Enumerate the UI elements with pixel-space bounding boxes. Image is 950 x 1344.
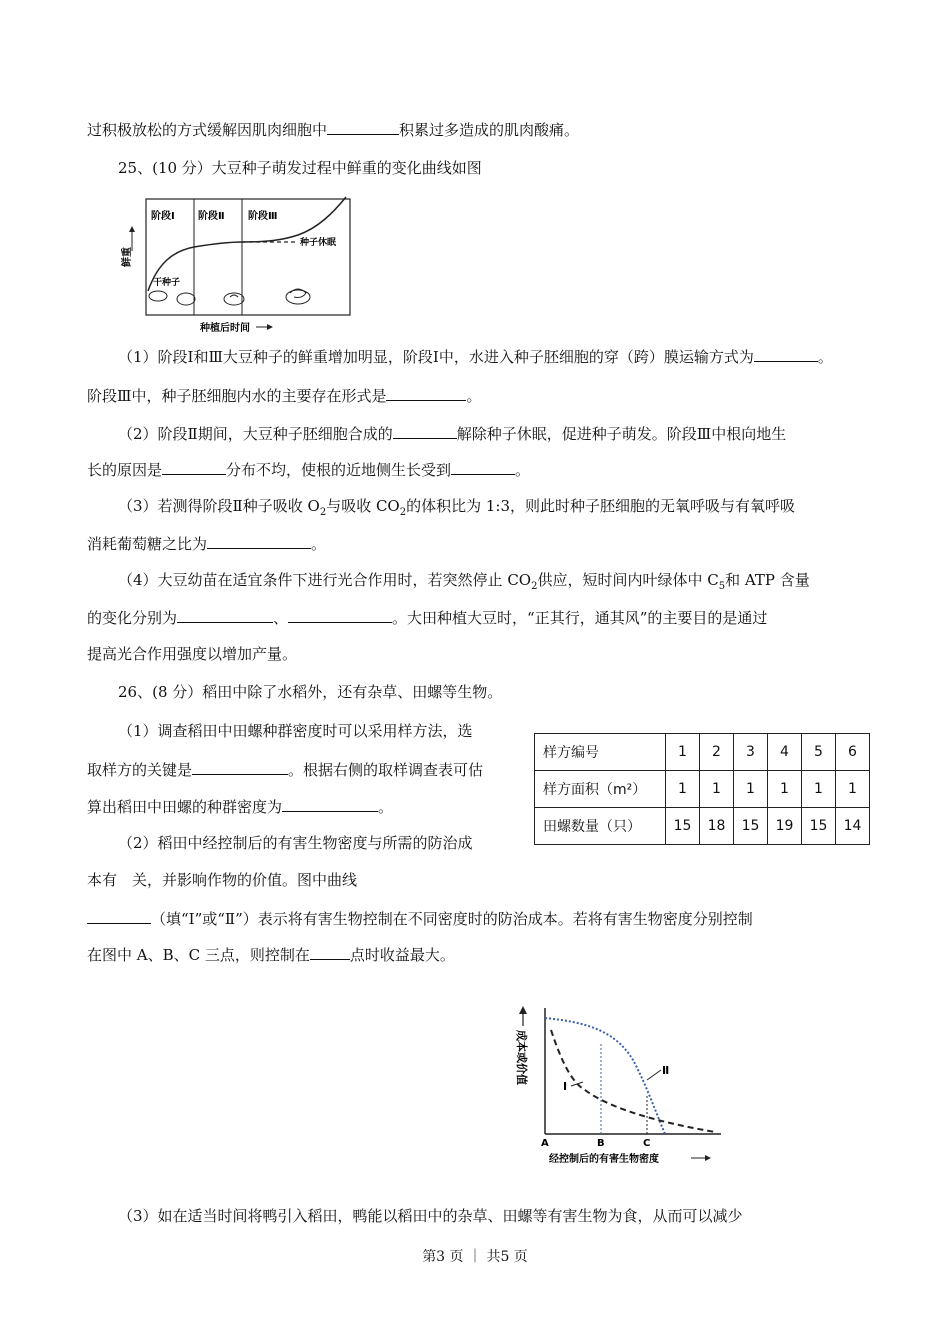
seed-icon [149, 291, 167, 301]
text-line: （1）阶段Ⅰ和Ⅲ大豆种子的鲜重增加明显，阶段Ⅰ中，水进入种子胚细胞的穿（跨）膜运输方式为 。 [118, 348, 833, 366]
curve-I-leader [571, 1082, 583, 1086]
point-b-label: B [597, 1138, 605, 1149]
question-25-title: 25、(10 分）大豆种子萌发过程中鲜重的变化曲线如图 [118, 159, 482, 177]
table-cell: 1 [768, 771, 802, 808]
svg-text:经控制后的有害生物密度: 经控制后的有害生物密度 [549, 1154, 659, 1165]
answer-blank[interactable] [177, 607, 273, 623]
svg-text:鲜重: 鲜重 [122, 247, 133, 267]
text-line: 提高光合作用强度以增加产量。 [87, 645, 298, 663]
table-cell: 19 [768, 808, 802, 845]
stage-2-label: 阶段Ⅱ [198, 211, 225, 222]
svg-text:成本或价值: 成本或价值 [515, 1030, 528, 1085]
text-line: 算出稻田中田螺的种群密度为 。 [87, 798, 394, 816]
dry-seed-label: 干种子 [153, 278, 181, 288]
answer-blank[interactable] [207, 533, 311, 549]
text-line: （2）稻田中经控制后的有害生物密度与所需的防治成 [118, 834, 473, 852]
dormancy-label: 种子休眠 [300, 238, 337, 248]
answer-blank[interactable] [282, 796, 378, 812]
point-c-label: C [643, 1138, 651, 1149]
curve-II-leader [647, 1070, 661, 1080]
table-row [535, 808, 870, 845]
text-line: （4）大豆幼苗在适宜条件下进行光合作用时，若突然停止 $CO_2$供应，短时间内叶绿体中 $C_5$和 ATP 含量 [118, 571, 810, 592]
table-row [535, 734, 870, 771]
text-line: 阶段Ⅲ中，种子胚细胞内水的主要存在形式是 。 [87, 387, 482, 405]
text-line: 取样方的关键是 。根据右侧的取样调查表可估 [87, 761, 484, 779]
table-cell: 3 [734, 734, 768, 771]
table-cell: 15 [734, 808, 768, 845]
stage-3-label: 阶段Ⅲ [248, 211, 278, 222]
text-line: 消耗葡萄糖之比为 。 [87, 535, 327, 553]
table-cell: 1 [836, 771, 870, 808]
curve-I [551, 1030, 715, 1132]
text-line: 本有 关，并影响作物的价值。图中曲线 [87, 871, 358, 889]
svg-text:种植后时间: 种植后时间 [200, 323, 250, 334]
text-line: （1）调查稻田中田螺种群密度时可以采用样方法，选 [118, 722, 473, 740]
table-cell: 1 [666, 771, 700, 808]
table-cell: 15 [666, 808, 700, 845]
x-axis-label [199, 321, 273, 334]
table-cell: 1 [700, 771, 734, 808]
answer-blank[interactable] [87, 908, 151, 924]
table-cell: 15 [802, 808, 836, 845]
text-line: 的变化分别为 、 。大田种植大豆时，“正其行，通其风”的主要目的是通过 [87, 609, 768, 627]
text-line: （填“Ⅰ”或“Ⅱ”）表示将有害生物控制在不同密度时的防治成本。若将有害生物密度分别控制 [87, 908, 753, 929]
table-cell: 5 [802, 734, 836, 771]
stage-1-label: 阶段Ⅰ [151, 211, 175, 222]
table-row [535, 771, 870, 808]
row-header: 样方面积（m²） [535, 771, 666, 808]
answer-blank[interactable] [451, 459, 515, 475]
text-line: 过积极放松的方式缓解因肌肉细胞中 积累过多造成的肌肉酸痛。 [87, 121, 580, 139]
curve-I-label: Ⅰ [563, 1080, 568, 1093]
page-footer: 第3 页 ｜ 共5 页 [422, 1249, 528, 1265]
y-axis-label [515, 1006, 529, 1085]
table-cell: 6 [836, 734, 870, 771]
question-26-title: 26、(8 分）稻田中除了水稻外，还有杂草、田螺等生物。 [118, 683, 503, 701]
answer-blank[interactable] [192, 759, 288, 775]
pest-control-cost-figure [505, 1000, 730, 1168]
table-cell: 1 [734, 771, 768, 808]
sampling-table [534, 733, 870, 845]
table-cell: 4 [768, 734, 802, 771]
row-header: 样方编号 [535, 734, 666, 771]
text-line: （3）如在适当时间将鸭引入稻田，鸭能以稻田中的杂草、田螺等有害生物为食，从而可以减少 [118, 1207, 743, 1225]
table-cell: 1 [666, 734, 700, 771]
answer-blank[interactable] [288, 607, 392, 623]
answer-blank[interactable] [386, 385, 466, 401]
text-line: （3）若测得阶段Ⅱ种子吸收 $O_2$与吸收 $CO_2$的体积比为 1:3，则此时种子胚细胞的无氧呼吸与有氧呼吸 [118, 497, 796, 518]
table-cell: 1 [802, 771, 836, 808]
table-cell: 18 [700, 808, 734, 845]
table-cell: 14 [836, 808, 870, 845]
row-header: 田螺数量（只） [535, 808, 666, 845]
text-line: 在图中 A、B、C 三点，则控制在 点时收益最大。 [87, 946, 455, 964]
x-axis-label [549, 1152, 711, 1165]
swollen-seed-icon [177, 293, 195, 305]
answer-blank[interactable] [754, 346, 818, 362]
point-a-label: A [541, 1138, 549, 1149]
table-cell: 2 [700, 734, 734, 771]
fresh-weight-curve-figure [118, 193, 358, 337]
answer-blank[interactable] [310, 944, 350, 960]
curve-II-label: Ⅱ [662, 1064, 670, 1077]
text-line: 长的原因是 分布不均，使根的近地侧生长受到 。 [87, 461, 531, 479]
answer-blank[interactable] [162, 459, 226, 475]
answer-blank[interactable] [327, 119, 399, 135]
y-axis-label [120, 226, 135, 267]
text-line: （2）阶段Ⅱ期间，大豆种子胚细胞合成的 解除种子休眠，促进种子萌发。阶段Ⅲ中根向地生 [118, 425, 787, 443]
answer-blank[interactable] [393, 423, 457, 439]
